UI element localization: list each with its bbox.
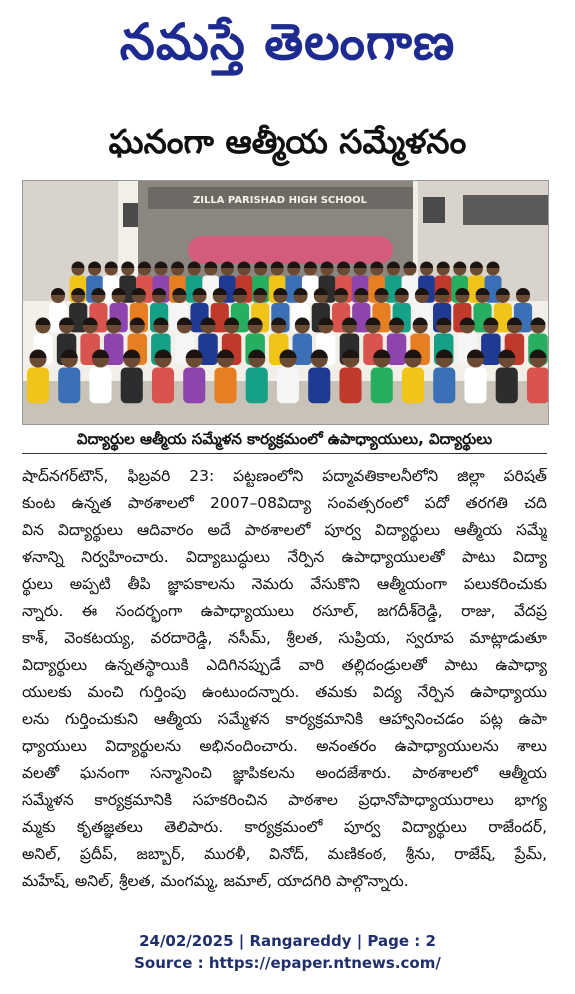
article-line: విద్యార్థులు ఉన్నతస్థాయికి ఎదిగినప్పుడే వారి తల్లిదండ్రులతో పాటు ఉపాధ్యా [22, 656, 547, 674]
person [246, 350, 268, 404]
article-line: యులకు మంచి గుర్తింపు ఉంటుందన్నారు. తమకు విద్య నేర్పిన ఉపాధ్యాయు [22, 683, 547, 701]
article-line: షాద్‌నగర్‌టౌన్, ఫిబ్రవరి 23: పట్టణంలోని పద్మావతికాలనీలోని జిల్లా పరిషత్ [22, 467, 547, 485]
person [527, 350, 548, 404]
article-line: లను గుర్తించుకుని ఆత్మీయ సమ్మేళన కార్యక్రమానికి ఆహ్వానించడం పట్ల ఉపా [22, 710, 547, 728]
page-footer [0, 930, 575, 974]
article-line: విన విద్యార్థులు ఆదివారం అదే పాఠశాలలో పూర్వ విద్యార్థులు ఆత్మీయ సమ్మే [22, 521, 547, 539]
article-line: అనిల్, ప్రదీప్, జబ్బార్, మురళీ, వినోద్, మణికంఠ, శ్రీను, రాజేష్, ప్రేమ్, [22, 845, 547, 863]
person [481, 318, 501, 366]
person [27, 350, 49, 404]
school-banner-text: ZILLA PARISHAD HIGH SCHOOL [192, 195, 368, 206]
person [464, 350, 486, 404]
photo-caption: విద్యార్థుల ఆత్మీయ సమ్మేళన కార్యక్రమంలో ఉపాధ్యాయులు, విద్యార్థులు [22, 425, 547, 454]
article-body [22, 463, 547, 895]
article-line: సమ్మేళన కార్యక్రమానికి సహకరించిన పాఠశాల ప్రధానోపాధ్యాయురాలు భాగ్య [22, 791, 547, 809]
article-line: మహేష్, అనిల్, శ్రీలత, మంగమ్మ, జమాల్, యాదగిరి పాల్గొన్నారు. [22, 872, 409, 890]
article-line: న్నారు. ఈ సందర్భంగా ఉపాధ్యాయులు రసూల్, జగదీశ్‌రెడ్డి, రాజు, వేదప్ర [22, 602, 547, 620]
person [371, 350, 393, 404]
footer-source: Source : https://epaper.ntnews.com/ [134, 954, 441, 972]
person [308, 350, 330, 404]
person [214, 350, 236, 404]
person [402, 350, 424, 404]
person [433, 350, 455, 404]
article-line: కుంట ఉన్నత పాఠశాలలో 2007–08విద్యా సంవత్సరంలో పదో తరగతి చది [22, 494, 547, 512]
person [121, 350, 143, 404]
article-headline: ఘనంగా ఆత్మీయ సమ్మేళనం [108, 122, 467, 161]
person [339, 350, 361, 404]
person [183, 350, 205, 404]
person [277, 350, 299, 404]
footer-date-edition: 24/02/2025 | Rangareddy | Page : 2 [139, 932, 436, 950]
school-window-far-right [463, 195, 548, 225]
school-window-right [423, 197, 445, 223]
article-line: కాశ్, వెంకటయ్య, వరదారెడ్డి, నసీమ్, శ్రీలత, సుప్రియ, స్వరూప మాట్లాడుతూ [22, 629, 547, 647]
newspaper-masthead: నమస్తే తెలంగాణ [119, 13, 456, 71]
balloon-arch [188, 236, 393, 264]
group-photo [22, 180, 549, 425]
article-line: ధ్యాయులు విద్యార్థులను అభినందించారు. అనంతరం ఉపాధ్యాయులను శాలు [22, 737, 547, 755]
article-line: వలతో ఘనంగా సన్మానించి జ్ఞాపికలను అందజేశారు. పాఠశాలలో ఆత్మీయ [22, 764, 547, 782]
article-line: ర్థులు అప్పటి తీపి జ్ఞాపకాలను నెమరు వేసుకొని ఆత్మీయంగా పలుకరించుకు [22, 575, 547, 593]
person [152, 350, 174, 404]
article-line: ళనాన్ని నిర్వహించారు. విద్యాబుద్ధులు నేర్పిన ఉపాధ్యాయులతో పాటు విద్యా [22, 548, 547, 566]
article-line: మ్మకు కృతజ్ఞతలు తెలిపారు. కార్యక్రమంలో పూర్వ విద్యార్థులు రాజేందర్, [22, 818, 547, 836]
person [496, 350, 518, 404]
person [58, 350, 80, 404]
person [89, 350, 111, 404]
